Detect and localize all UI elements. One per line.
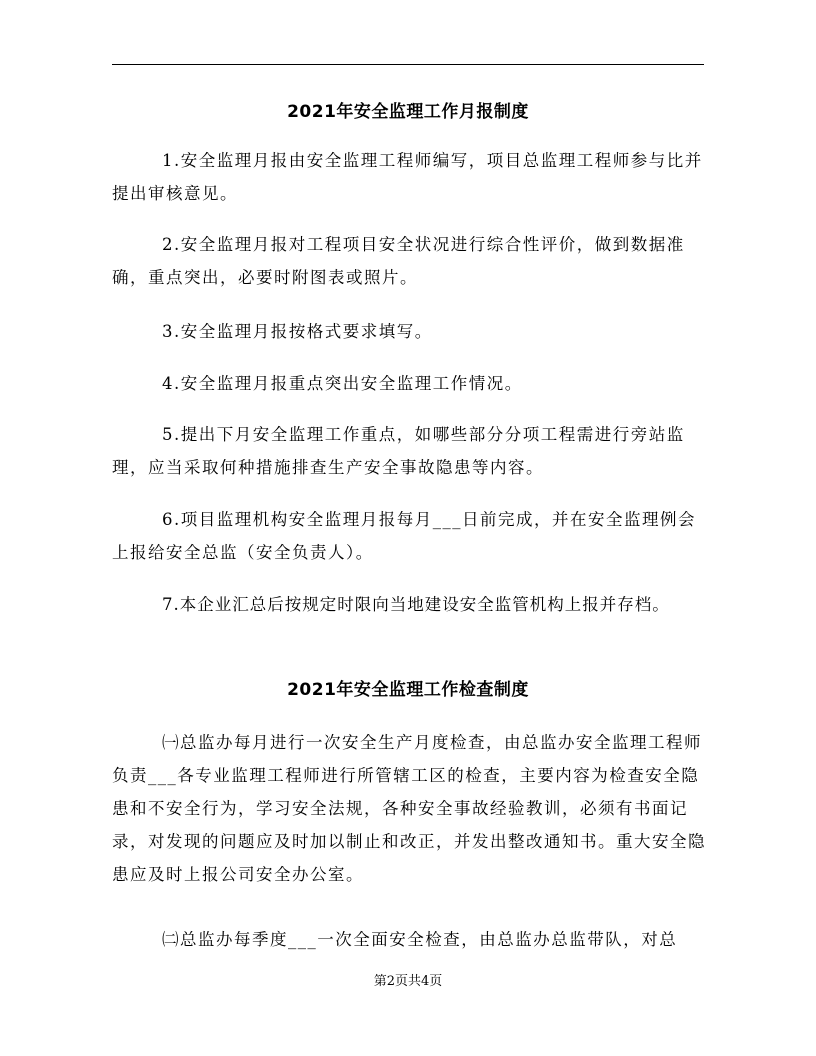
section2-title: 2021年安全监理工作检查制度	[287, 680, 529, 700]
section1-paragraph-5: 5.提出下月安全监理工作重点，如哪些部分分项工程需进行旁站监理，应当采取何种措施排查生产安全事故隐患等内容。	[112, 425, 685, 477]
section1-paragraph-6: 6.项目监理机构安全监理月报每月___日前完成，并在安全监理例会上报给安全总监（安全负责人）。	[112, 510, 696, 562]
section1-paragraph-2: 2.安全监理月报对工程项目安全状况进行综合性评价，做到数据准确，重点突出，必要时附图表或照片。	[112, 235, 685, 287]
section1-paragraph-3: 3.安全监理月报按格式要求填写。	[162, 322, 433, 341]
header-rule	[112, 64, 704, 65]
section1-paragraph-4: 4.安全监理月报重点突出安全监理工作情况。	[162, 374, 523, 393]
section1-paragraph-7: 7.本企业汇总后按规定时限向当地建设安全监管机构上报并存档。	[162, 595, 670, 614]
page-number: 第2页共4页	[373, 974, 443, 989]
section1-paragraph-1: 1.安全监理月报由安全监理工程师编写，项目总监理工程师参与比并提出审核意见。	[112, 151, 703, 203]
section1-title: 2021年安全监理工作月报制度	[287, 102, 529, 122]
section2-paragraph-2: ㈡总监办每季度___一次全面安全检查，由总监办总监带队，对总	[162, 930, 678, 949]
section2-paragraph-1: ㈠总监办每月进行一次安全生产月度检查，由总监办安全监理工程师负责___各专业监理工程师进行所管辖工区的检查，主要内容为检查安全隐患和不安全行为，学习安全法规，各种安全事故经验教训，必须有书面记录，对发现的问题应及时加以制止和改正，并发出整改通知书。重大安全隐患应及时上报公司安全办公室。	[112, 733, 706, 884]
